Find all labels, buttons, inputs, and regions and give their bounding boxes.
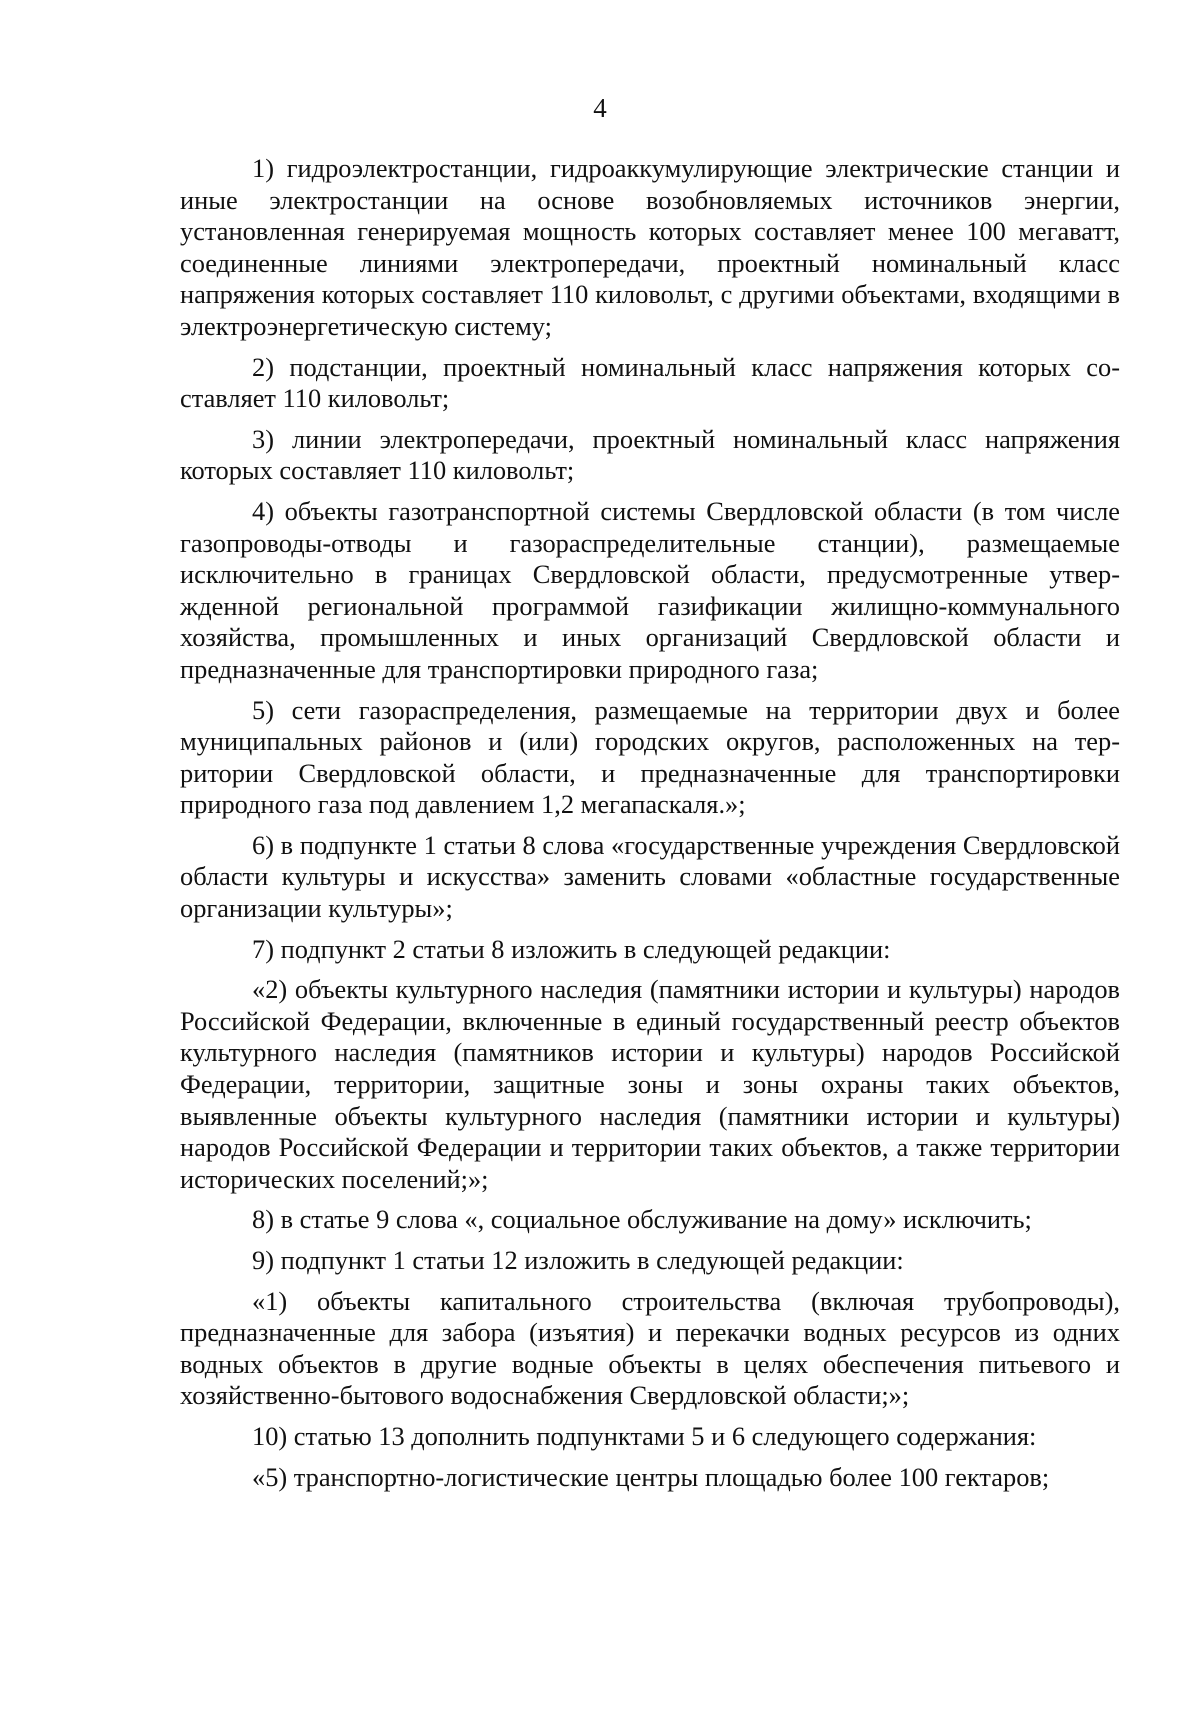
paragraph-9: 8) в статье 9 слова «, социальное обслуживание на дому» исключить; xyxy=(252,1204,1032,1235)
paragraph-2: 2) подстанции, проектный номинальный класс напряжения которых составляет 110 киловольт; xyxy=(180,351,1120,414)
paragraph-13: «5) транспортно-логистические центры площадью более 100 гектаров; xyxy=(252,1461,1050,1492)
paragraph-8: «2) объекты культурного наследия (памятники истории и культуры) народов Российской Федерации, включенные в единый государственный реестр объектов культурного наследия (памятников истории и культуры) народов Российской Федерации, территории, защитные зоны и зоны охраны таких объектов, выявленные объекты культурного наследия (памятники истории и культуры) народов Российской Федерации и территории таких объектов, а также территории исторических поселений;»; xyxy=(180,974,1120,1194)
paragraph-1: 1) гидроэлектростанции, гидроаккумулирующие электрические станции и иные электростанции на основе возобновляемых источников энергии, установленная генерируемая мощность которых составляет менее 100 мегаватт, соединенные линиями электропередачи, проектный номинальный класс напряжения которых составляет 110 киловольт, с другими объектами, входящими в электроэнергетическую систему; xyxy=(180,153,1120,341)
paragraph-7: 7) подпункт 2 статьи 8 изложить в следующей редакции: xyxy=(252,933,891,964)
document-body xyxy=(180,153,1120,1502)
paragraph-5: 5) сети газораспределения, размещаемые на территории двух и более муниципальных районов и (или) городских округов, расположенных на территории Свердловской области, и предназначенные для транспортировки природного газа под давлением 1,2 мегапаскаля.»; xyxy=(180,694,1120,820)
paragraph-10: 9) подпункт 1 статьи 12 изложить в следующей редакции: xyxy=(252,1245,904,1275)
paragraph-3: 3) линии электропередачи, проектный номинальный класс напряжения которых составляет 110 киловольт; xyxy=(180,423,1120,486)
paragraph-6: 6) в подпункте 1 статьи 8 слова «государственные учреждения Свердловской области культуры и искусства» заменить словами «областные государственные организации культуры»; xyxy=(180,829,1120,924)
paragraph-4: 4) объекты газотранспортной системы Свердловской области (в том числе газопроводы-отводы и газораспределительные станции), размещаемые исключительно в границах Свердловской области, предусмотренные утвержденной региональной программой газификации жилищно-коммунального хозяйства, промышленных и иных организаций Свердловской области и предназначенные для транспортировки природного газа; xyxy=(180,495,1120,684)
paragraph-12: 10) статью 13 дополнить подпунктами 5 и 6 следующего содержания: xyxy=(252,1420,1037,1451)
page-number: 4 xyxy=(593,93,607,123)
paragraph-11: «1) объекты капитального строительства (включая трубопроводы), предназначенные для забора (изъятия) и перекачки водных ресурсов из одних водных объектов в другие водные объекты в целях обеспечения питьевого и хозяйственно-бытового водоснабжения Свердловской области;»; xyxy=(180,1285,1120,1411)
